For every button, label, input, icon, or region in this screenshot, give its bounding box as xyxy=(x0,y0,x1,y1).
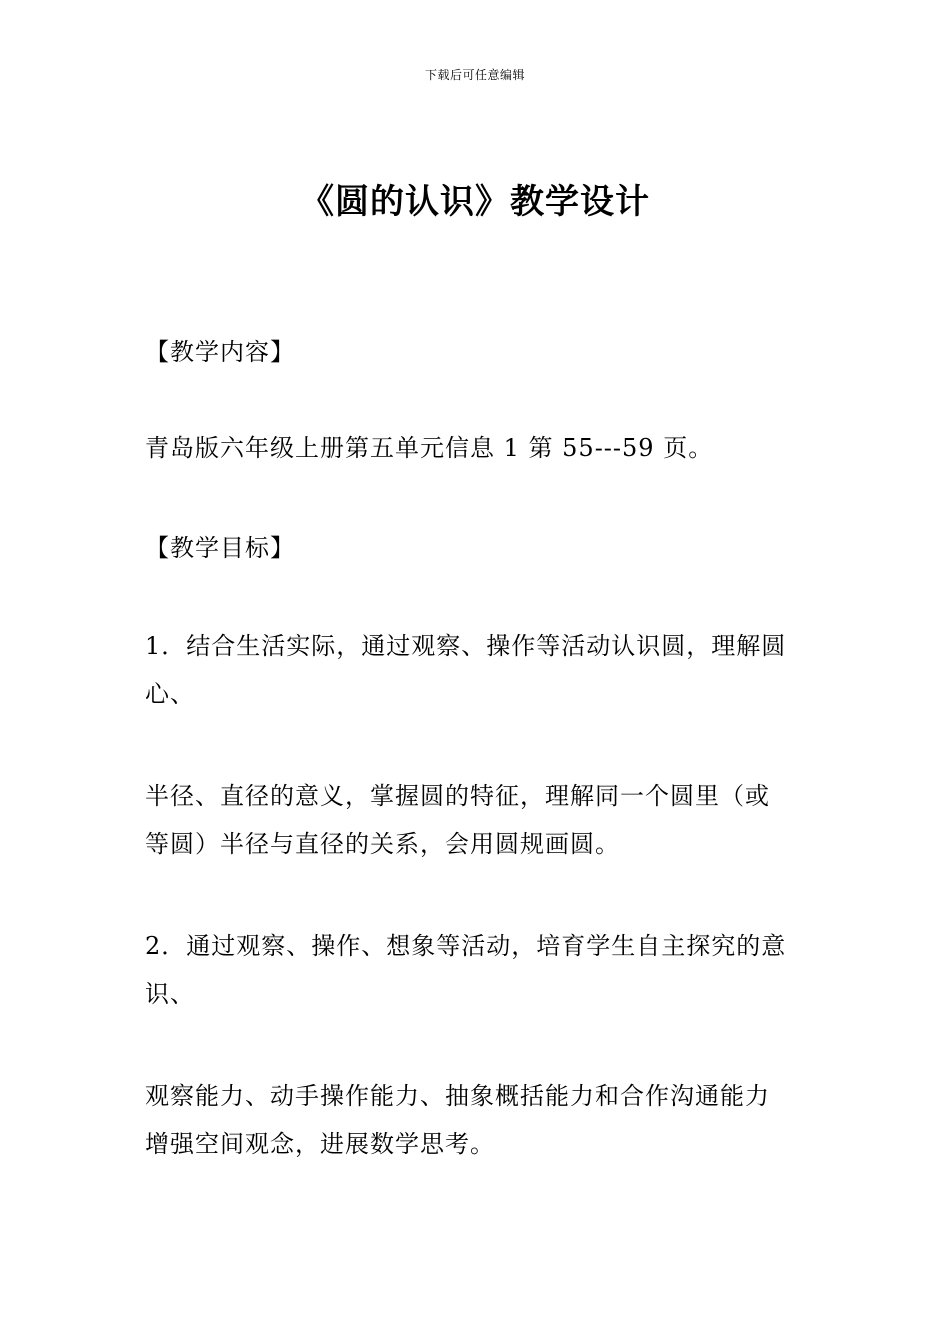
document-title: 《圆的认识》教学设计 xyxy=(300,182,650,222)
goal-1-continued-line-2: 等圆）半径与直径的关系，会用圆规画圆。 xyxy=(145,830,620,858)
goal-2-continued-line-2: 增强空间观念，进展数学思考。 xyxy=(145,1130,495,1158)
content-text: 青岛版六年级上册第五单元信息 1 第 55---59 页。 xyxy=(145,434,714,462)
goal-2-paragraph xyxy=(145,922,810,1018)
goal-1-continued-paragraph xyxy=(145,772,810,868)
section-heading-goals: 【教学目标】 xyxy=(145,534,295,562)
section-heading-content: 【教学内容】 xyxy=(145,338,295,366)
goal-2-line-1: 2．通过观察、操作、想象等活动，培育学生自主探究的意 xyxy=(145,932,787,960)
goal-1-line-1: 1．结合生活实际，通过观察、操作等活动认识圆，理解圆 xyxy=(145,632,787,660)
goal-2-line-2: 识、 xyxy=(145,980,195,1008)
goal-2-continued-line-1: 观察能力、动手操作能力、抽象概括能力和合作沟通能力 xyxy=(145,1082,770,1110)
goal-2-continued-paragraph xyxy=(145,1072,810,1168)
goal-1-continued-line-1: 半径、直径的意义，掌握圆的特征，理解同一个圆里（或 xyxy=(145,782,770,810)
goal-1-paragraph xyxy=(145,622,810,718)
header-note: 下载后可任意编辑 xyxy=(424,68,525,82)
goal-1-line-2: 心、 xyxy=(145,680,195,708)
